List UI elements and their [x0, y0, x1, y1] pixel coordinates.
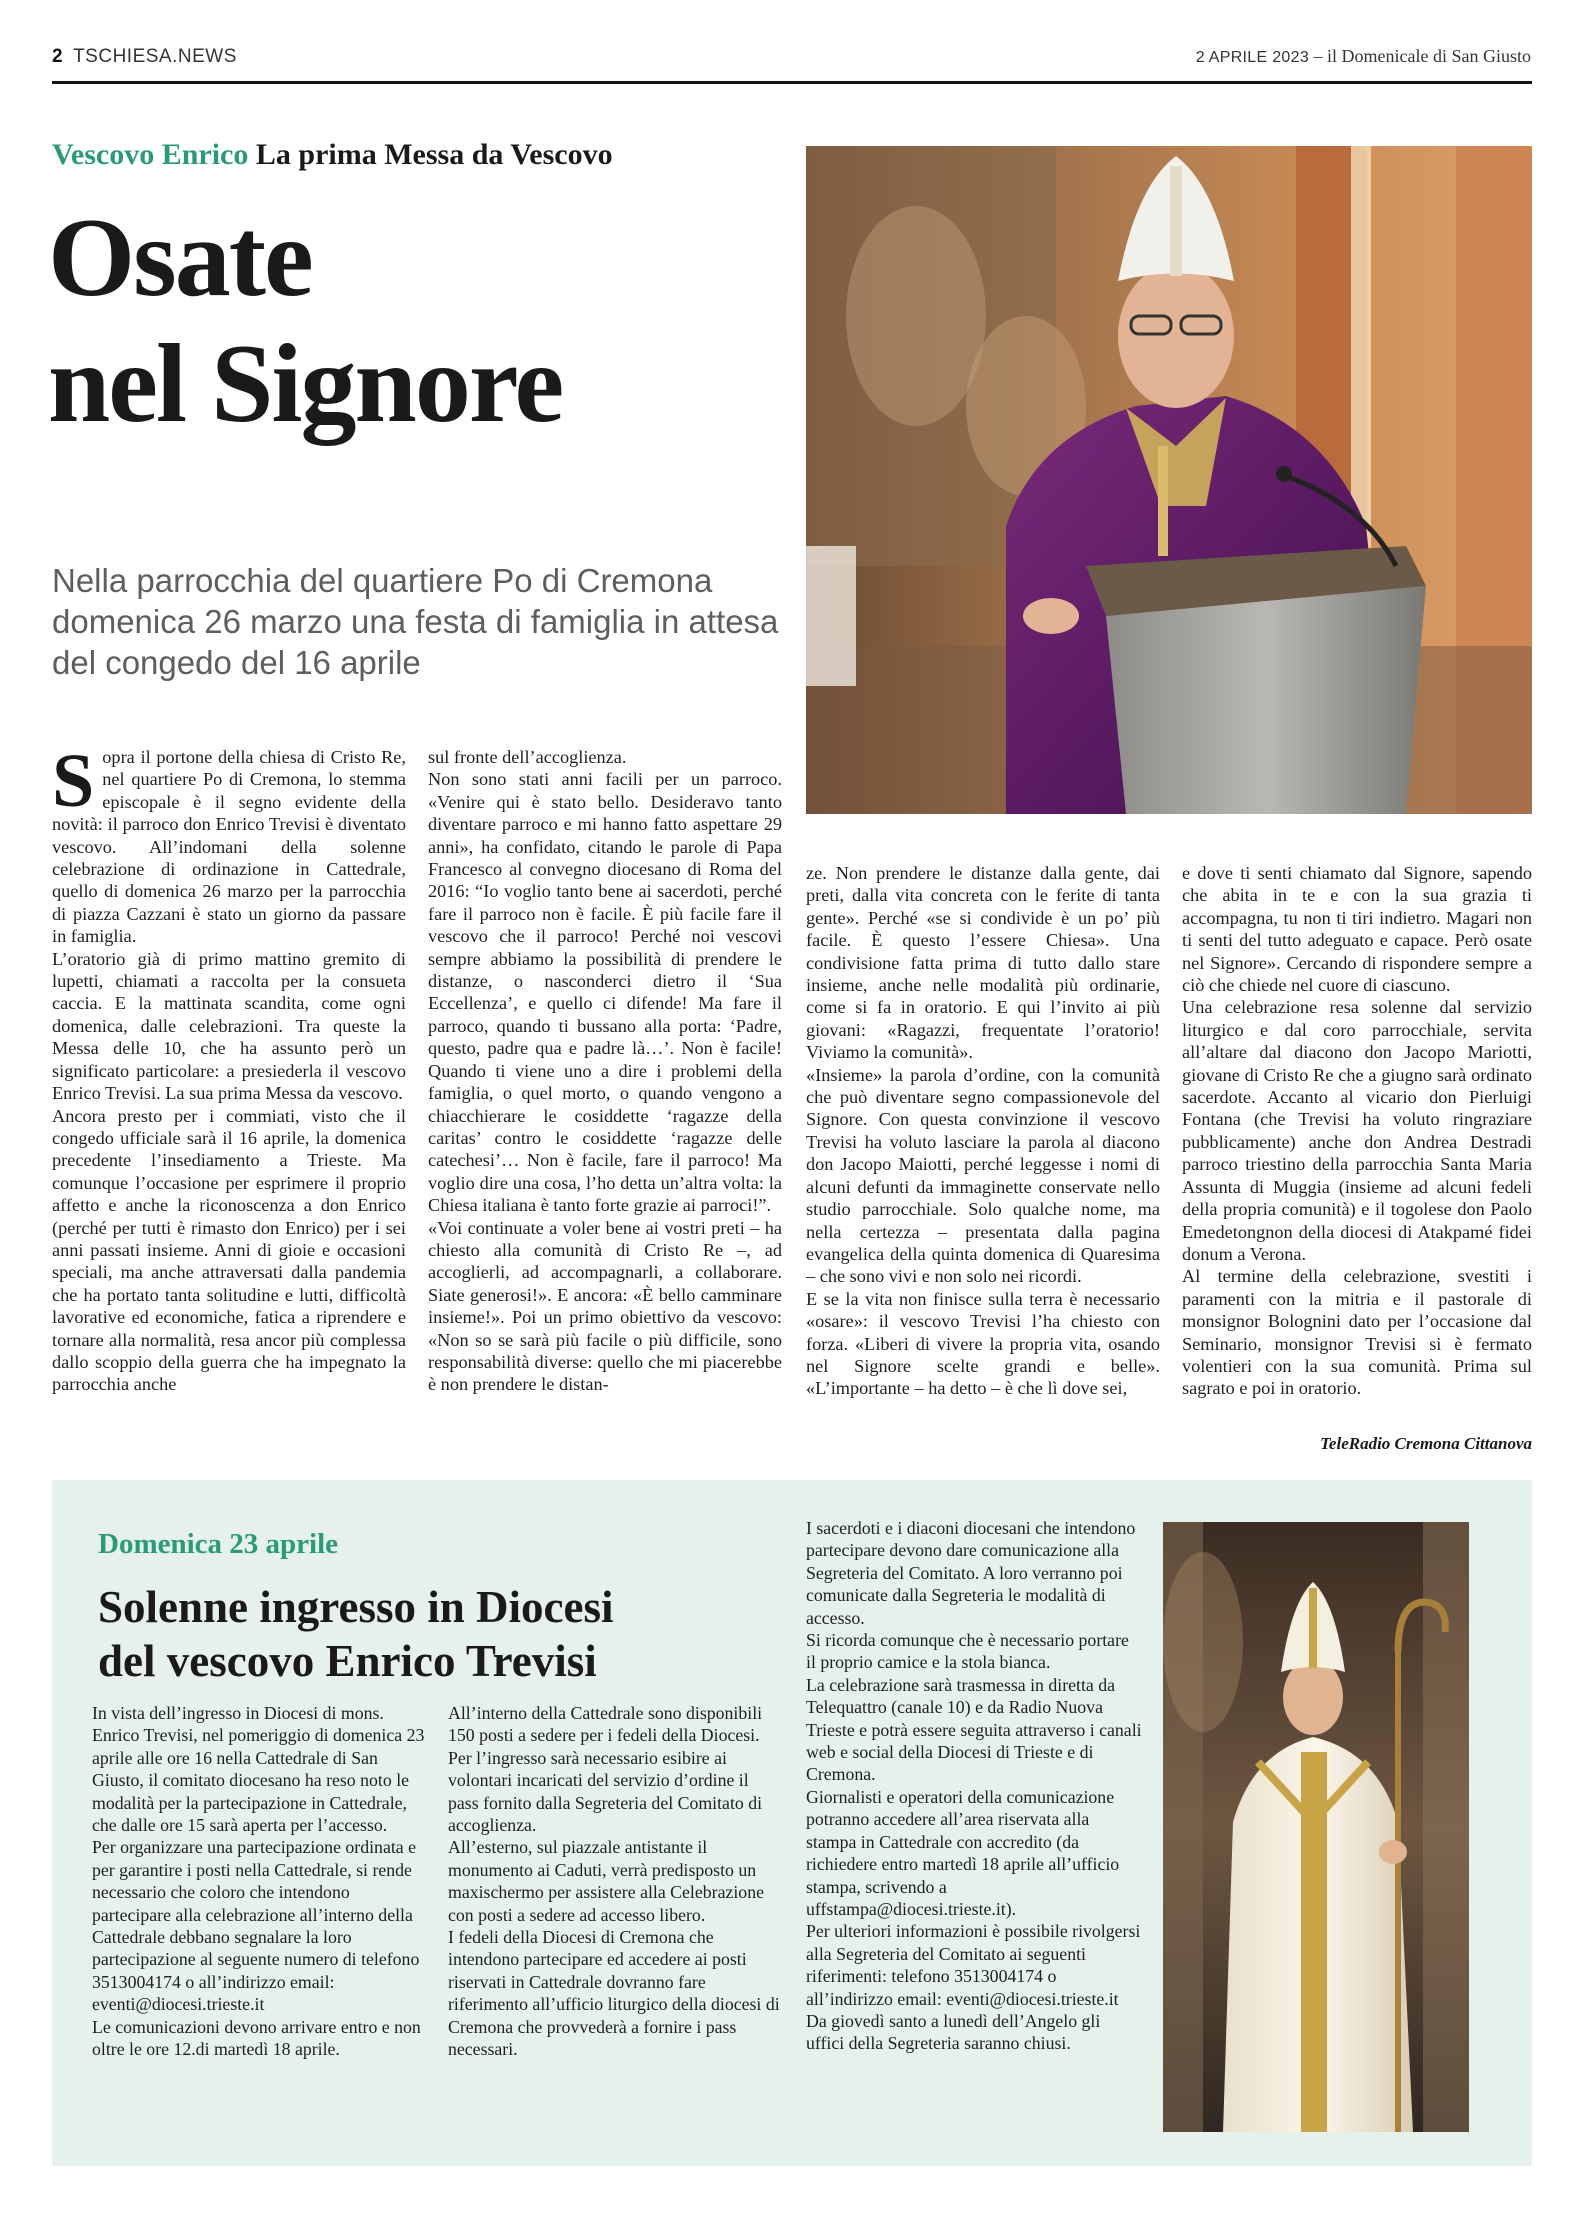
headline-line: nel Signore — [48, 322, 563, 446]
paragraph: Per organizzare una partecipazione ordinata e per garantire i posti nella Cattedrale, si rende necessario che coloro che intendono partecipare alla celebrazione all’interno della Cattedrale debbano segnalare la loro partecipazione al seguente numero di telefono 3513004174 o all’indirizzo email: eventi@diocesi.trieste.it — [92, 1837, 420, 2015]
headline-line: Osate — [48, 196, 312, 320]
paragraph: In vista dell’ingresso in Diocesi di mons. Enrico Trevisi, nel pomeriggio di domenica 23 aprile alle ore 16 nella Cattedrale di San Giusto, il comitato diocesano ha reso noto le modalità per la partecipazione in Cattedrale, che dalle ore 15 sarà aperta per l’accesso. — [92, 1703, 425, 1836]
box-headline — [98, 1580, 748, 1688]
article-column-1 — [52, 739, 406, 1466]
paragraph: opra il portone della chiesa di Cristo Re, nel quartiere Po di Cremona, lo stemma episcopale è il segno evidente della novità: il parroco don Enrico Trevisi è diventato vescovo. All’indomani della solenne celebrazione di ordinazione in Cattedrale, quello di domenica 26 marzo per la parrocchia di piazza Cazzani è stato un giorno da passare in famiglia. — [52, 747, 406, 947]
page-header-right — [1196, 46, 1531, 67]
paragraph: Per ulteriori informazioni è possibile rivolgersi alla Segreteria del Comitato ai seguenti riferimenti: telefono 3513004174 o all’indirizzo email: eventi@diocesi.trieste.it — [806, 1921, 1141, 2009]
paragraph: Ancora presto per i commiati, visto che il congedo ufficiale sarà il 16 aprile, la domenica precedente l’insediamento a Trieste. Ma comunque l’occasione per esprimere il proprio affetto e anche la riconoscenza a don Enrico (perché per tutti è rimasto don Enrico) per i sei anni passati insieme. Anni di gioie e occasioni speciali, ma anche attraversati dalla pandemia che ha portato tanta solitudine e lutti, difficoltà lavorative ed economiche, fatica a riprendere e tornare alla normalità, resa ancor più complessa dallo scoppio della guerra che ha impegnato la parrocchia anche — [52, 1105, 406, 1395]
article-column-2 — [428, 746, 782, 1466]
header-separator: – — [1309, 46, 1328, 66]
paragraph: La celebrazione sarà trasmessa in diretta da Telequattro (canale 10) e da Radio Nuova Trieste e potrà essere seguita attraverso i canali web e social della Diocesi di Trieste e di Cremona. — [806, 1674, 1142, 1785]
article-kicker — [52, 138, 613, 172]
bishop-preaching-photo — [806, 146, 1532, 814]
paragraph: «Insieme» la parola d’ordine, con la comunità che può diventare segno compassionevole del Signore. Con questa convinzione il vescovo Trevisi ha voluto lasciare la parola al diacono don Jacopo Maiotti, perché leggesse i nomi di alcuni defunti da immaginette conservate nello studio parrocchiale. Solo qualche nome, ma nella certezza – presentata dalla pagina evangelica della quinta domenica di Quaresima – che sono vivi e non solo nei ricordi. — [806, 1064, 1160, 1287]
paragraph: I fedeli della Diocesi di Cremona che intendono partecipare ed accedere ai posti riservati in Cattedrale dovranno fare riferimento all’ufficio liturgico della diocesi di Cremona che provvederà a fornire i pass necessari. — [448, 1927, 780, 2060]
box-column-1 — [92, 1702, 426, 2061]
article-column-4 — [1182, 862, 1532, 1466]
box-headline-line: Solenne ingresso in Diocesi — [98, 1582, 614, 1632]
paragraph: Giornalisti e operatori della comunicazione potranno accedere all’area riservata alla stampa in Cattedrale con accredito (da richiedere entro martedì 18 aprile all’ufficio stampa, scrivendo a uffstampa@diocesi.trieste.it). — [806, 1786, 1120, 1919]
paragraph: Al termine della celebrazione, svestiti i paramenti con la mitria e il pastorale di monsignor Bolognini dato per l’occasione dal Seminario, monsignor Trevisi si è fermato volentieri con la sua comunità. Prima sul sagrato e poi in oratorio. — [1182, 1266, 1532, 1399]
paragraph: e dove ti senti chiamato dal Signore, sapendo che abita in te e con la sua grazia ti accompagna, tu non ti tiri indietro. Magari non ti senti del tutto adeguato e capace. Però osate nel Signore». Cercando di rispondere sempre a ciò che chiede nel cuore di ciascuno. — [1182, 863, 1532, 996]
paragraph: sul fronte dell’accoglienza. — [428, 747, 627, 767]
kicker-title: La prima Messa da Vescovo — [255, 138, 613, 171]
paragraph: L’oratorio già di primo mattino gremito di lupetti, chiamati a raccolta per la consueta caccia. E la mattinata scandita, come ogni domenica, dalle celebrazioni. Tra queste la Messa delle 10, che ha assunto però un significato particolare: a presiederla il vescovo Enrico Trevisi. La sua prima Messa da vescovo. — [52, 948, 406, 1104]
paragraph: All’interno della Cattedrale sono disponibili 150 posti a sedere per i fedeli della Diocesi. — [448, 1703, 763, 1746]
paragraph: Una celebrazione resa solenne dal servizio liturgico e dal coro parrocchiale, servita all’altare dal diacono don Jacopo Mariotti, giovane di Cristo Re che a giugno sarà ordinato sacerdote. Accanto al vicario don Pierluigi Fontana (che Trevisi ha voluto ringraziare pubblicamente) anche don Andrea Destradi parroco triestino della parrocchia Santa Maria Assunta di Muggia (insieme ad alcuni fedeli della propria comunità) e il togolese don Paolo Emedetongnon della diocesi di Atakpamé fidei donum a Verona. — [1182, 997, 1532, 1264]
dropcap: S — [52, 739, 95, 823]
page-header-left — [52, 46, 237, 68]
paragraph: «Voi continuate a voler bene ai vostri preti – ha chiesto alla comunità di Cristo Re –, ad accoglierli, ad accompagnarli, a collaborare. Siate generosi!». E ancora: «È bello camminare insieme!». Poi un primo obiettivo da vescovo: «Non so se sarà più facile o più difficile, sono responsabilità diverse: quello che mi piacerebbe è non prendere le distan- — [428, 1217, 782, 1395]
paragraph: Da giovedì santo a lunedì dell’Angelo gli uffici della Segreteria saranno chiusi. — [806, 2010, 1101, 2054]
paragraph: Per l’ingresso sarà necessario esibire ai volontari incaricati del servizio d’ordine il pass fornito dalla Segreteria del Comitato di accoglienza. — [448, 1747, 763, 1836]
article-deck: Nella parrocchia del quartiere Po di Cremona domenica 26 marzo una festa di famiglia in attesa del congedo del 16 aprile — [52, 562, 779, 681]
box-column-2 — [448, 1702, 782, 2061]
article-column-3 — [806, 862, 1160, 1466]
paragraph: All’esterno, sul piazzale antistante il monumento ai Caduti, verrà predisposto un maxischermo per assistere alla Celebrazione con posti a sedere ad accesso libero. — [448, 1837, 764, 1925]
paragraph: ze. Non prendere le distanze dalla gente, dai preti, dalla vita concreta con le ferite di tanta gente». Perché «se si condivide è un po’ più facile. È questo l’essere Chiesa». Una condivisione fatta prima di tutto dallo stare insieme, anche nelle modalità più ordinarie, come si fa in oratorio. E qui l’invito ai più giovani: «Ragazzi, frequentate l’oratorio! Viviamo la comunità». — [806, 863, 1160, 1063]
page-number: 2 — [52, 46, 64, 67]
kicker-section: Vescovo Enrico — [52, 138, 249, 171]
bishop-with-crozier-photo — [1163, 1522, 1469, 2132]
site-name: TSCHIESA.NEWS — [73, 46, 237, 67]
article-headline — [48, 195, 808, 447]
paragraph: I sacerdoti e i diaconi diocesani che intendono partecipare devono dare comunicazione alla Segreteria del Comitato. A loro verranno poi comunicate dalla Segreteria le modalità di accesso. — [806, 1518, 1136, 1628]
header-rule — [52, 81, 1532, 84]
box-kicker: Domenica 23 aprile — [98, 1528, 339, 1560]
paragraph: Le comunicazioni devono arrivare entro e non oltre le ore 12.di martedì 18 aprile. — [92, 2016, 421, 2060]
box-headline-line: del vescovo Enrico Trevisi — [98, 1636, 597, 1686]
paragraph: Non sono stati anni facili per un parroco. «Venire qui è stato bello. Desideravo tanto diventare parroco e mi hanno fatto aspettare 29 anni», ha confidato, citando le parole di Papa Francesco al convegno diocesano di Roma del 2016: “Io voglio tanto bene ai sacerdoti, perché fare il parroco non è facile. È più facile fare il vescovo che il parroco! Perché noi vescovi sempre abbiamo la possibilità di prendere le distanze, o nasconderci dietro il ‘Sua Eccellenza’, e quello ci difende! Ma fare il parroco, quando ti bussano alla porta: ‘Padre, questo, padre qua e padre là…’. Non è facile! Quando ti viene uno a dire i problemi della famiglia, o quel morto, o quando vengono a chiacchierare le cosiddette ‘ragazze della caritas’ contro le cosiddette ‘ragazze delle catechesi’… Non è facile, fare il parroco! Ma voglio dire una cosa, l’ho detta un’altra volta: la Chiesa italiana è tanto forte grazie ai parroci!”. — [428, 769, 782, 1216]
issue-date: 2 APRILE 2023 — [1195, 49, 1310, 66]
publication-name: il Domenicale di San Giusto — [1327, 46, 1531, 66]
paragraph: E se la vita non finisce sulla terra è necessario «osare»: il vescovo Trevisi l’ha chiesto con forza. «Liberi di vivere la propria vita, osando nel Signore scelte grandi e belle». «L’importante – ha detto – è che lì dove sei, — [806, 1288, 1160, 1399]
box-column-3 — [806, 1517, 1142, 2055]
article-signature: TeleRadio Cremona Cittanova — [1320, 1434, 1532, 1453]
paragraph: Si ricorda comunque che è necessario portare il proprio camice e la stola bianca. — [806, 1630, 1129, 1673]
